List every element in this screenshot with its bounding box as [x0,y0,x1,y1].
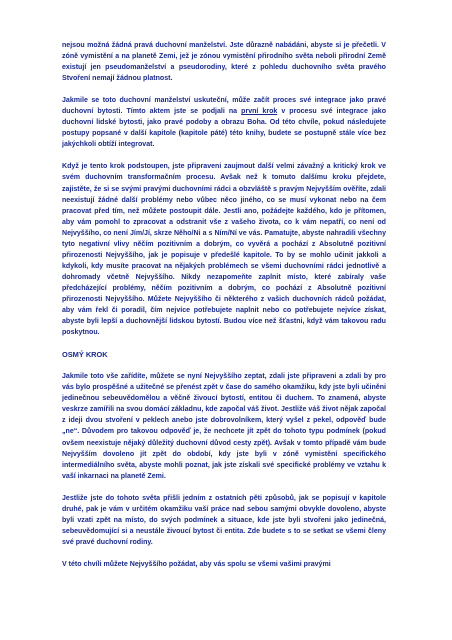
paragraph-2-text-start: Jakmile se toto duchovní manželství uskuteční, může začít proces své integrace jako pravé duchovní bytosti. Tímto aktem jste se podjali na [62,97,386,116]
underlined-phrase: první krok [241,108,278,116]
paragraph-1: nejsou možná žádná pravá duchovní manželství. Jste důrazně nabádáni, abyste si je přečetli. V zóně vymistění a na planetě Zemi, jež je zónou vymistění přirodního světa neboli přirodní Země existují jen pseudomanželství a pseudorodiny, které z pohledu duchovního světa pravého Stvoření nemají žádnou platnost. [62,42,386,83]
paragraph-3: Když je tento krok podstoupen, jste připraveni zaujmout další velmi závažný a kritický krok ve svém duchovním transformačním procesu. Avšak než k tomuto dalšímu kroku přejdete, zajistěte, že si se svými pravými duchovními rádci a obzvláště s pravým Nejvyšším ověříte, zdali neexistují žádné další problémy nebo vůbec něco jiného, co se musí vykonat nebo na čem pracovat před tím, než můžete postoupit dále. Jestli ano, požádejte každého, kdo je přítomen, aby vám pomohl to zpracovat a odstranit vše z vašeho života, co k vám nepatří, co není od Nejvyššího, co není Jím/Jí, skrze Něho/Ni a s Ním/Ní ve vás. Pamatujte, abyste nahradili všechny tyto negativní vlivy něčím pozitivním a dobrým, co vyvěrá a pochází z Absolutně pozitivní přirozenosti Nejvyššího, jak je popisuje v předešlé kapitole. To by se mohlo učinit jakkoli a kdykoli, kdy musíte pracovat na nějakých problémech se všemi duchovními rádci jednotlivě a dohromady včetně Nejvyššího. Nikdy nezapomeňte zaplnit místo, které zabíraly vaše předcházející problémy, něčím pozitivním a dobrým, co pochází z Absolutně pozitivní přirozenosti Nejvyššího. Můžete Nejvyššího či některého z vašich duchovních rádců požádat, aby vám řekl či poradil, čím nejvíce potřebujete naplnit nebo co potřebujete nejvíce získat, abyste byli lepší a duchovnější lidskou bytostí. Budou více než šťastni, když vám takovou radu poskytnou. [62,163,386,337]
paragraph-2-text-end: v procesu své integrace jako duchovní lidské bytosti, jako pravé podoby a obrazu Boha. Od této chvíle, pokud následujete postupy popsané v další kapitole (kapitole páté) této knihy, budete se postupně stále více bez jakýchkoli obtíží integrovat. [62,108,387,149]
section-heading: OSMÝ KROK [62,350,108,360]
paragraph-5: Jestliže jste do tohoto světa přišli jedním z ostatních pěti způsobů, jak se popisují v kapitole druhé, pak je vám v určitém okamžiku vaší práce nad sebou samými obvykle dovoleno, abyste byli vzati zpět na místo, do svých podmínek a situace, kde jste byli stvořeni jako jedinečná, sebeuvědomující si a neustále živoucí bytost či entita. Zde budete s to se setkat se všemi členy své pravé duchovní rodiny. [62,494,386,546]
paragraph-4: Jakmile toto vše zařídíte, můžete se nyní Nejvyššího zeptat, zdali jste připraveni a zdali by pro vás bylo prospěšné a užitečné se přenést zpět v čase do samého okamžiku, kdy jste byli učiněni jedinečnou sebeuvědomělou a věčně živoucí bytostí, entitou či duchem. To znamená, abyste veskrze zamířili na svou domácí základnu, kde započal váš život. Jestliže váš život nějak započal z ideji dvou stvoření v peklech anebo jste dobrovolníkem, který vyšel z pekel, odpověď bude „ne“. Důvodem pro takovou odpověď je, že nechcete jít zpět do tohoto typu podmínek (pokud ovšem neexistuje nějaký důležitý duchovní důvod cesty zpět). Avšak v tomto případě vám bude Nejvyšším dovoleno jít zpět do období, kdy jste byli v zóně vymistění specifického intermediálního světa, abyste mohli poznat, jak jste získali své specifické problémy ve vztahu k vaší inkarnaci na planetě Zemi. [62,373,386,480]
paragraph-6: V této chvíli můžete Nejvyššího požádat, aby vás spolu se všemi vašimi pravými [62,560,331,568]
paragraph-2 [62,95,386,150]
